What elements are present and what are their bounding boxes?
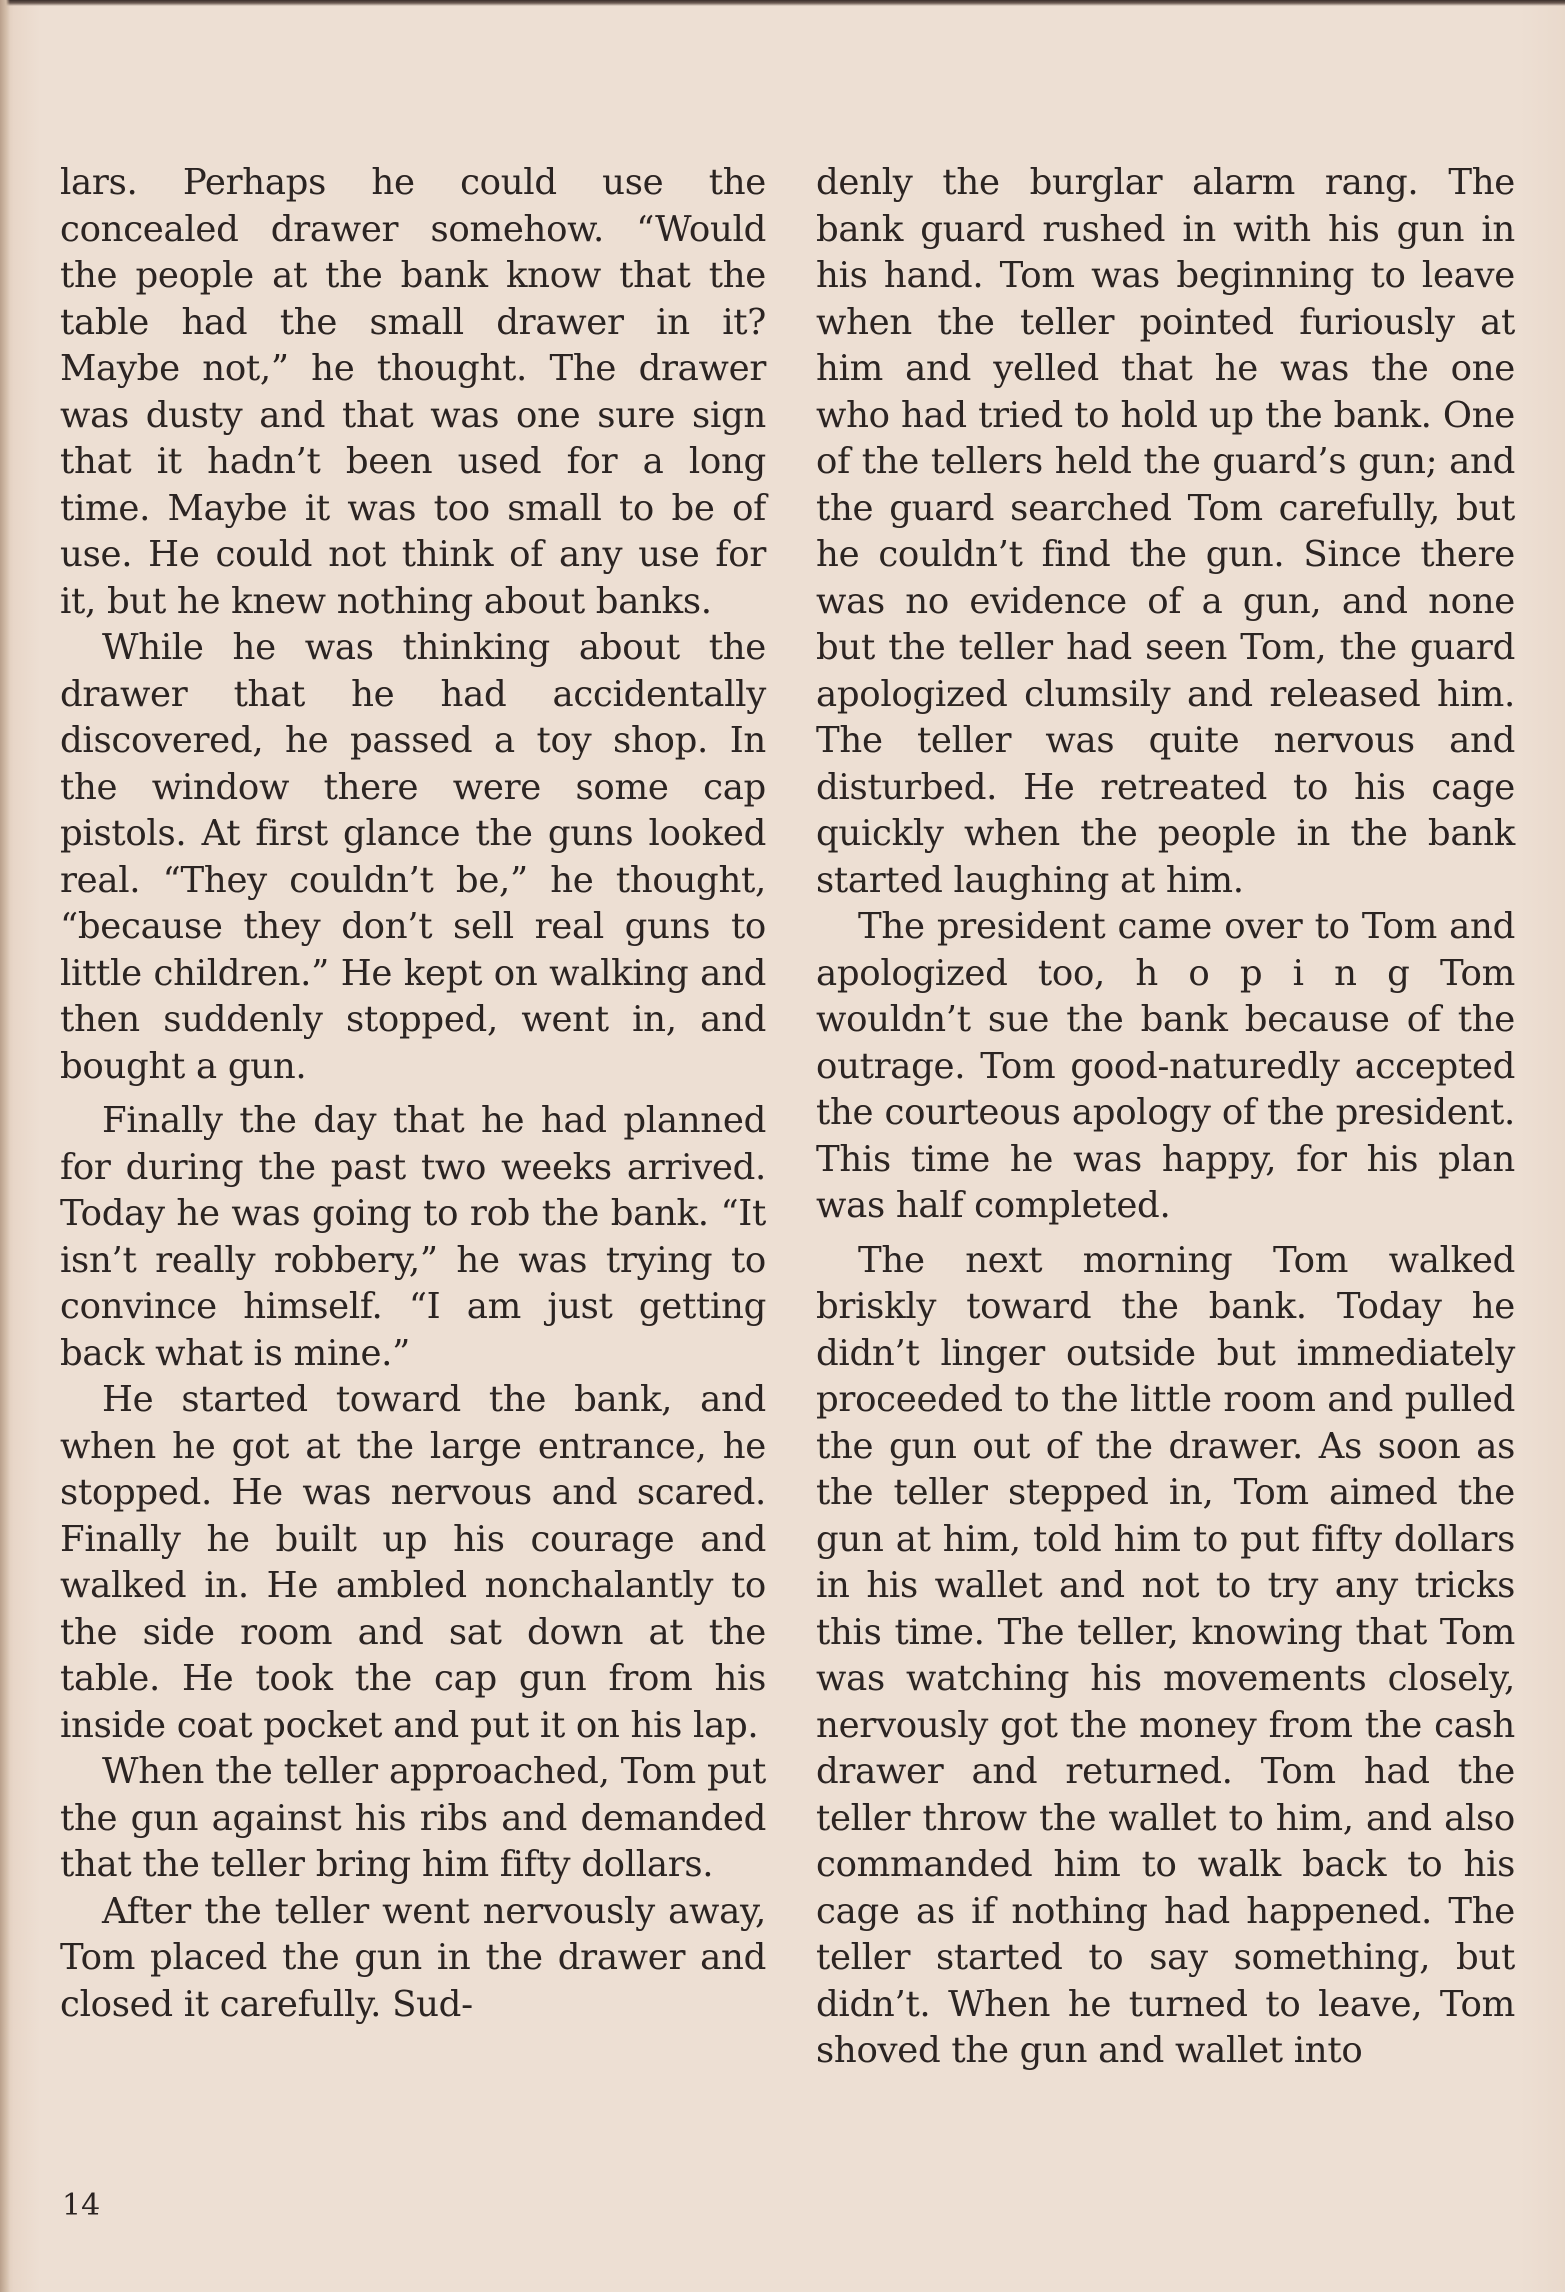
paragraph: When the teller approached, Tom put the gun against his ribs and demanded that the teller bring him fifty dollars.	[60, 1751, 766, 1885]
paragraph: lars. Perhaps he could use the concealed drawer somehow. “Would the people at the bank know that the table had the small drawer in it? Maybe not,” he thought. The drawer was dusty and that was one sure sign that it hadn’t been used for a long time. Maybe it was too small to be of use. He could not think of any use for it, but he knew nothing about banks.	[60, 162, 766, 622]
paragraph: While he was thinking about the drawer that he had accidentally discovered, he passed a toy shop. In the window there were some cap pistols. At first glance the guns looked real. “They couldn’t be,” he thought, “because they don’t sell real guns to little children.” He kept on walking and then suddenly stopped, went in, and bought a gun.	[60, 627, 766, 1087]
page-top-edge	[0, 0, 1565, 6]
page-number: 14	[62, 2188, 101, 2223]
paragraph: Finally the day that he had planned for during the past two weeks arrived. Today he was going to rob the bank. “It isn’t really robbery,” he was trying to convince himself. “I am just getting back what is mine.”	[60, 1100, 766, 1374]
page-binding-edge	[0, 0, 10, 2292]
paragraph: The president came over to Tom and apologized too, h o p i n g Tom wouldn’t sue the bank because of the outrage. Tom good-naturedly accepted the courteous apology of the president. This time he was happy, for his plan was half completed.	[816, 906, 1515, 1226]
paragraph: After the teller went nervously away, Tom placed the gun in the drawer and closed it carefully. Sud-	[60, 1890, 766, 2025]
left-text-column	[60, 160, 766, 2028]
right-text-column	[816, 160, 1515, 2075]
paragraph: The next morning Tom walked briskly toward the bank. Today he didn’t linger outside but immediately proceeded to the little room and pulled the gun out of the drawer. As soon as the teller stepped in, Tom aimed the gun at him, told him to put fifty dollars in his wallet and not to try any tricks this time. The teller, knowing that Tom was watching his movements closely, nervously got the money from the cash drawer and returned. Tom had the teller throw the wallet to him, and also commanded him to walk back to his cage as if nothing had happened. The teller started to say something, but didn’t. When he turned to leave, Tom shoved the gun and wallet into	[816, 1239, 1515, 2071]
paragraph: He started toward the bank, and when he got at the large entrance, he stopped. He was nervous and scared. Finally he built up his courage and walked in. He ambled nonchalantly to the side room and sat down at the table. He took the cap gun from his inside coat pocket and put it on his lap.	[60, 1379, 766, 1746]
paragraph: denly the burglar alarm rang. The bank guard rushed in with his gun in his hand. Tom was beginning to leave when the teller pointed furiously at him and yelled that he was the one who had tried to hold up the bank. One of the tellers held the guard’s gun; and the guard searched Tom carefully, but he couldn’t find the gun. Since there was no evidence of a gun, and none but the teller had seen Tom, the guard apologized clumsily and released him. The teller was quite nervous and disturbed. He retreated to his cage quickly when the people in the bank started laughing at him.	[816, 162, 1515, 901]
